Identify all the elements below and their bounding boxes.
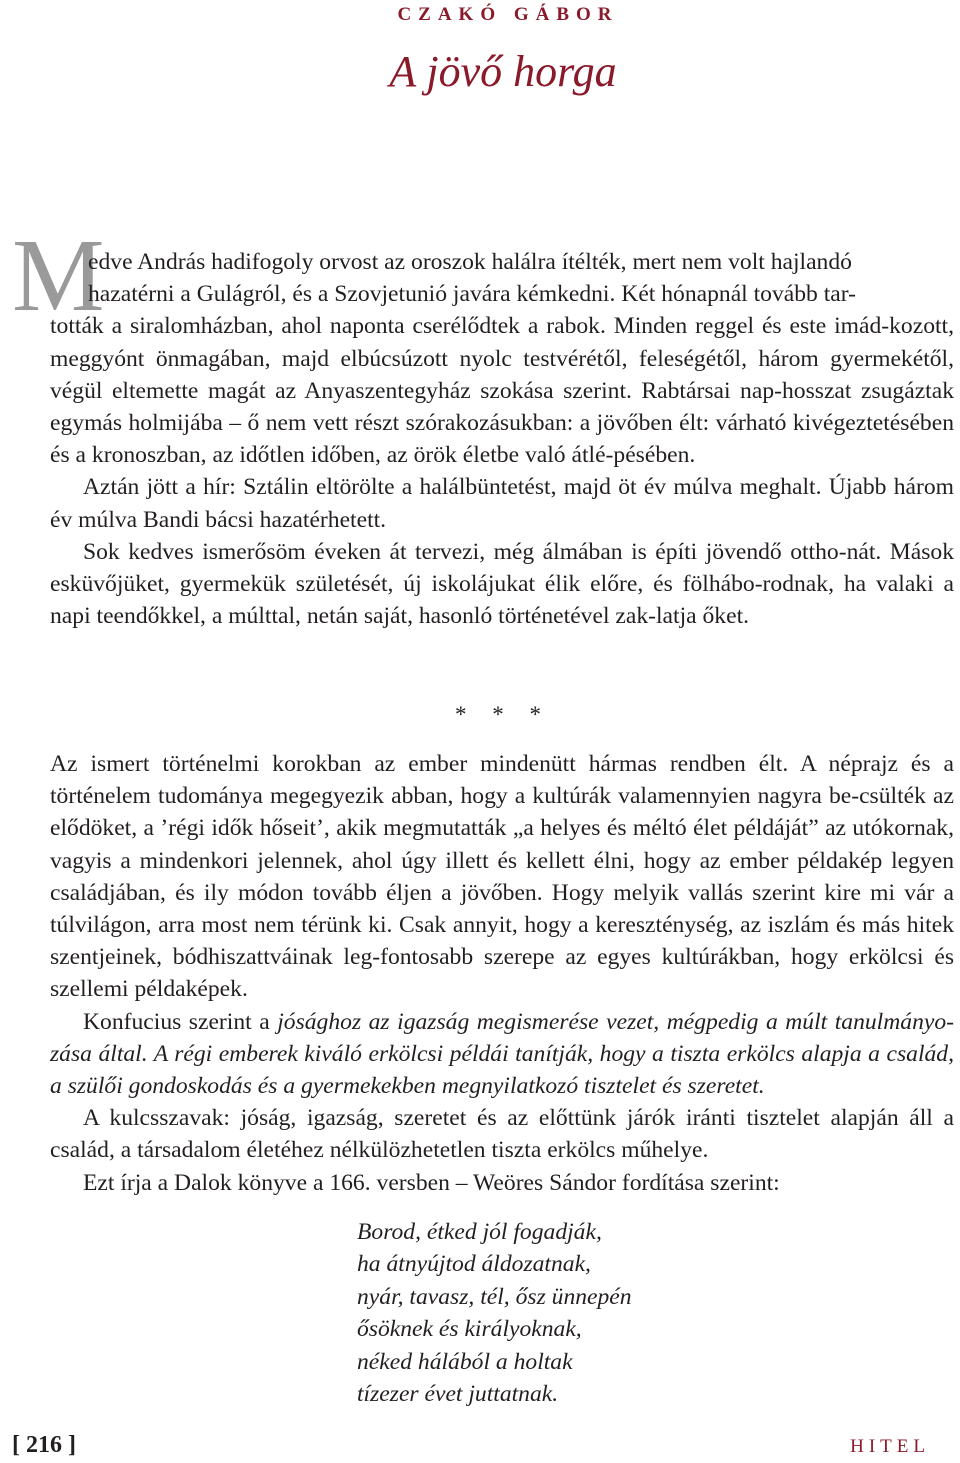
section-2 bbox=[50, 748, 954, 1199]
first-line: edve András hadifogoly orvost az oroszok halálra ítélték, mert nem volt hajlandó bbox=[88, 249, 852, 275]
section-2-paragraph-4: Ezt írja a Dalok könyve a 166. versben – Weöres Sándor fordítása szerint: bbox=[83, 1169, 780, 1196]
poem-line: ha átnyújtod áldozatnak, bbox=[357, 1251, 591, 1278]
section-separator: * * * bbox=[455, 702, 551, 727]
poem-line: nyár, tavasz, tél, ősz ünnepén bbox=[357, 1283, 632, 1310]
article-title: A jövő horga bbox=[389, 47, 617, 96]
section-2-paragraph-1: Az ismert történelmi korokban az ember mindenütt hármas rendben élt. A néprajz és a történelem tudománya megegyezik abban, hogy a kultúrák valamennyien nagyra be-csülték az elődöket, a ’régi idők hőseit’, akik megmutatták „a helyes és méltó élet példáját” az utókornak, vagyis a mindenkori jelennek, ahol úgy illett és kellett élni, hogy az ember példakép legyen családjában, és ily módon tovább éljen a jövőben. Hogy melyik vallás szerint kire mi vár a túlvilágon, arra most nem térünk ki. Csak annyit, hogy a kereszténység, az iszlám és más hitek szentjeinek, bódhiszattváinak leg-fontosabb szerepe az egyes kultúrákban, hogy erkölcsi és szellemi példaképek. bbox=[50, 751, 954, 1003]
section-2-paragraph-2 bbox=[50, 1006, 954, 1103]
first-paragraph bbox=[50, 246, 954, 632]
section-2-paragraph-3: A kulcsszavak: jóság, igazság, szeretet és az előttünk járók iránti tisztelet alapján áll a család, a társadalom életéhez nélkülözhetetlen tiszta erkölcs műhelye. bbox=[50, 1105, 954, 1164]
poem-line: Borod, étked jól fogadják, bbox=[357, 1219, 602, 1245]
poem-line: tízezer évet juttatnak. bbox=[357, 1381, 559, 1408]
confucius-lead: Konfucius szerint a bbox=[83, 1008, 278, 1035]
journal-name: HITEL bbox=[850, 1436, 930, 1457]
author-name: CZAKÓ GÁBOR bbox=[397, 4, 619, 25]
poem-line: ősöknek és királyoknak, bbox=[357, 1316, 582, 1343]
confucius-quote: jósághoz az igazság megismerése vezet, mégpedig a múlt tanulmányo-zása által. A régi emberek kiváló erkölcsi példái tanítják, hogy a tiszta erkölcs alapja a család, a szülői gondoskodás és a gyermekekben megnyilatkozó tisztelet és szeretet. bbox=[50, 1008, 954, 1100]
drop-cap: M bbox=[12, 218, 105, 333]
paragraph-3: Sok kedves ismerősöm éveken át tervezi, még álmában is építi jövendő ottho-nát. Mások esküvőjüket, gyermekük születését, új iskolájukat élik előre, és fölhábo-rodnak, ha valaki a napi teendőkkel, a múlttal, netán saját, hasonló történetével zak-latja őket. bbox=[50, 538, 954, 630]
poem bbox=[357, 1216, 632, 1410]
poem-line: néked hálából a holtak bbox=[357, 1348, 573, 1375]
page-number: [ 216 ] bbox=[12, 1432, 76, 1458]
second-line: hazatérni a Gulágról, és a Szovjetunió javára kémkedni. Két hónapnál tovább tar- bbox=[88, 281, 857, 308]
paragraph-1-rest: tották a siralomházban, ahol naponta cserélődtek a rabok. Minden reggel és este imád-kozott, meggyónt önmagában, majd elbúcsúzott nyolc testvérétől, feleségétől, három gyermekétől, végül eltemette magát az Anyaszentegyház szokása szerint. Rabtársai nap-hosszat zsugáztak egymás holmijába – ő nem vett részt szórakozásukban: a jövőben élt: várható kivégeztetésében és a kronoszban, az időtlen időben, az örök életbe való átlé-pésében. bbox=[50, 313, 954, 469]
paragraph-2: Aztán jött a hír: Sztálin eltörölte a halálbüntetést, majd öt év múlva meghalt. Újabb három év múlva Bandi bácsi hazatérhetett. bbox=[50, 474, 954, 533]
